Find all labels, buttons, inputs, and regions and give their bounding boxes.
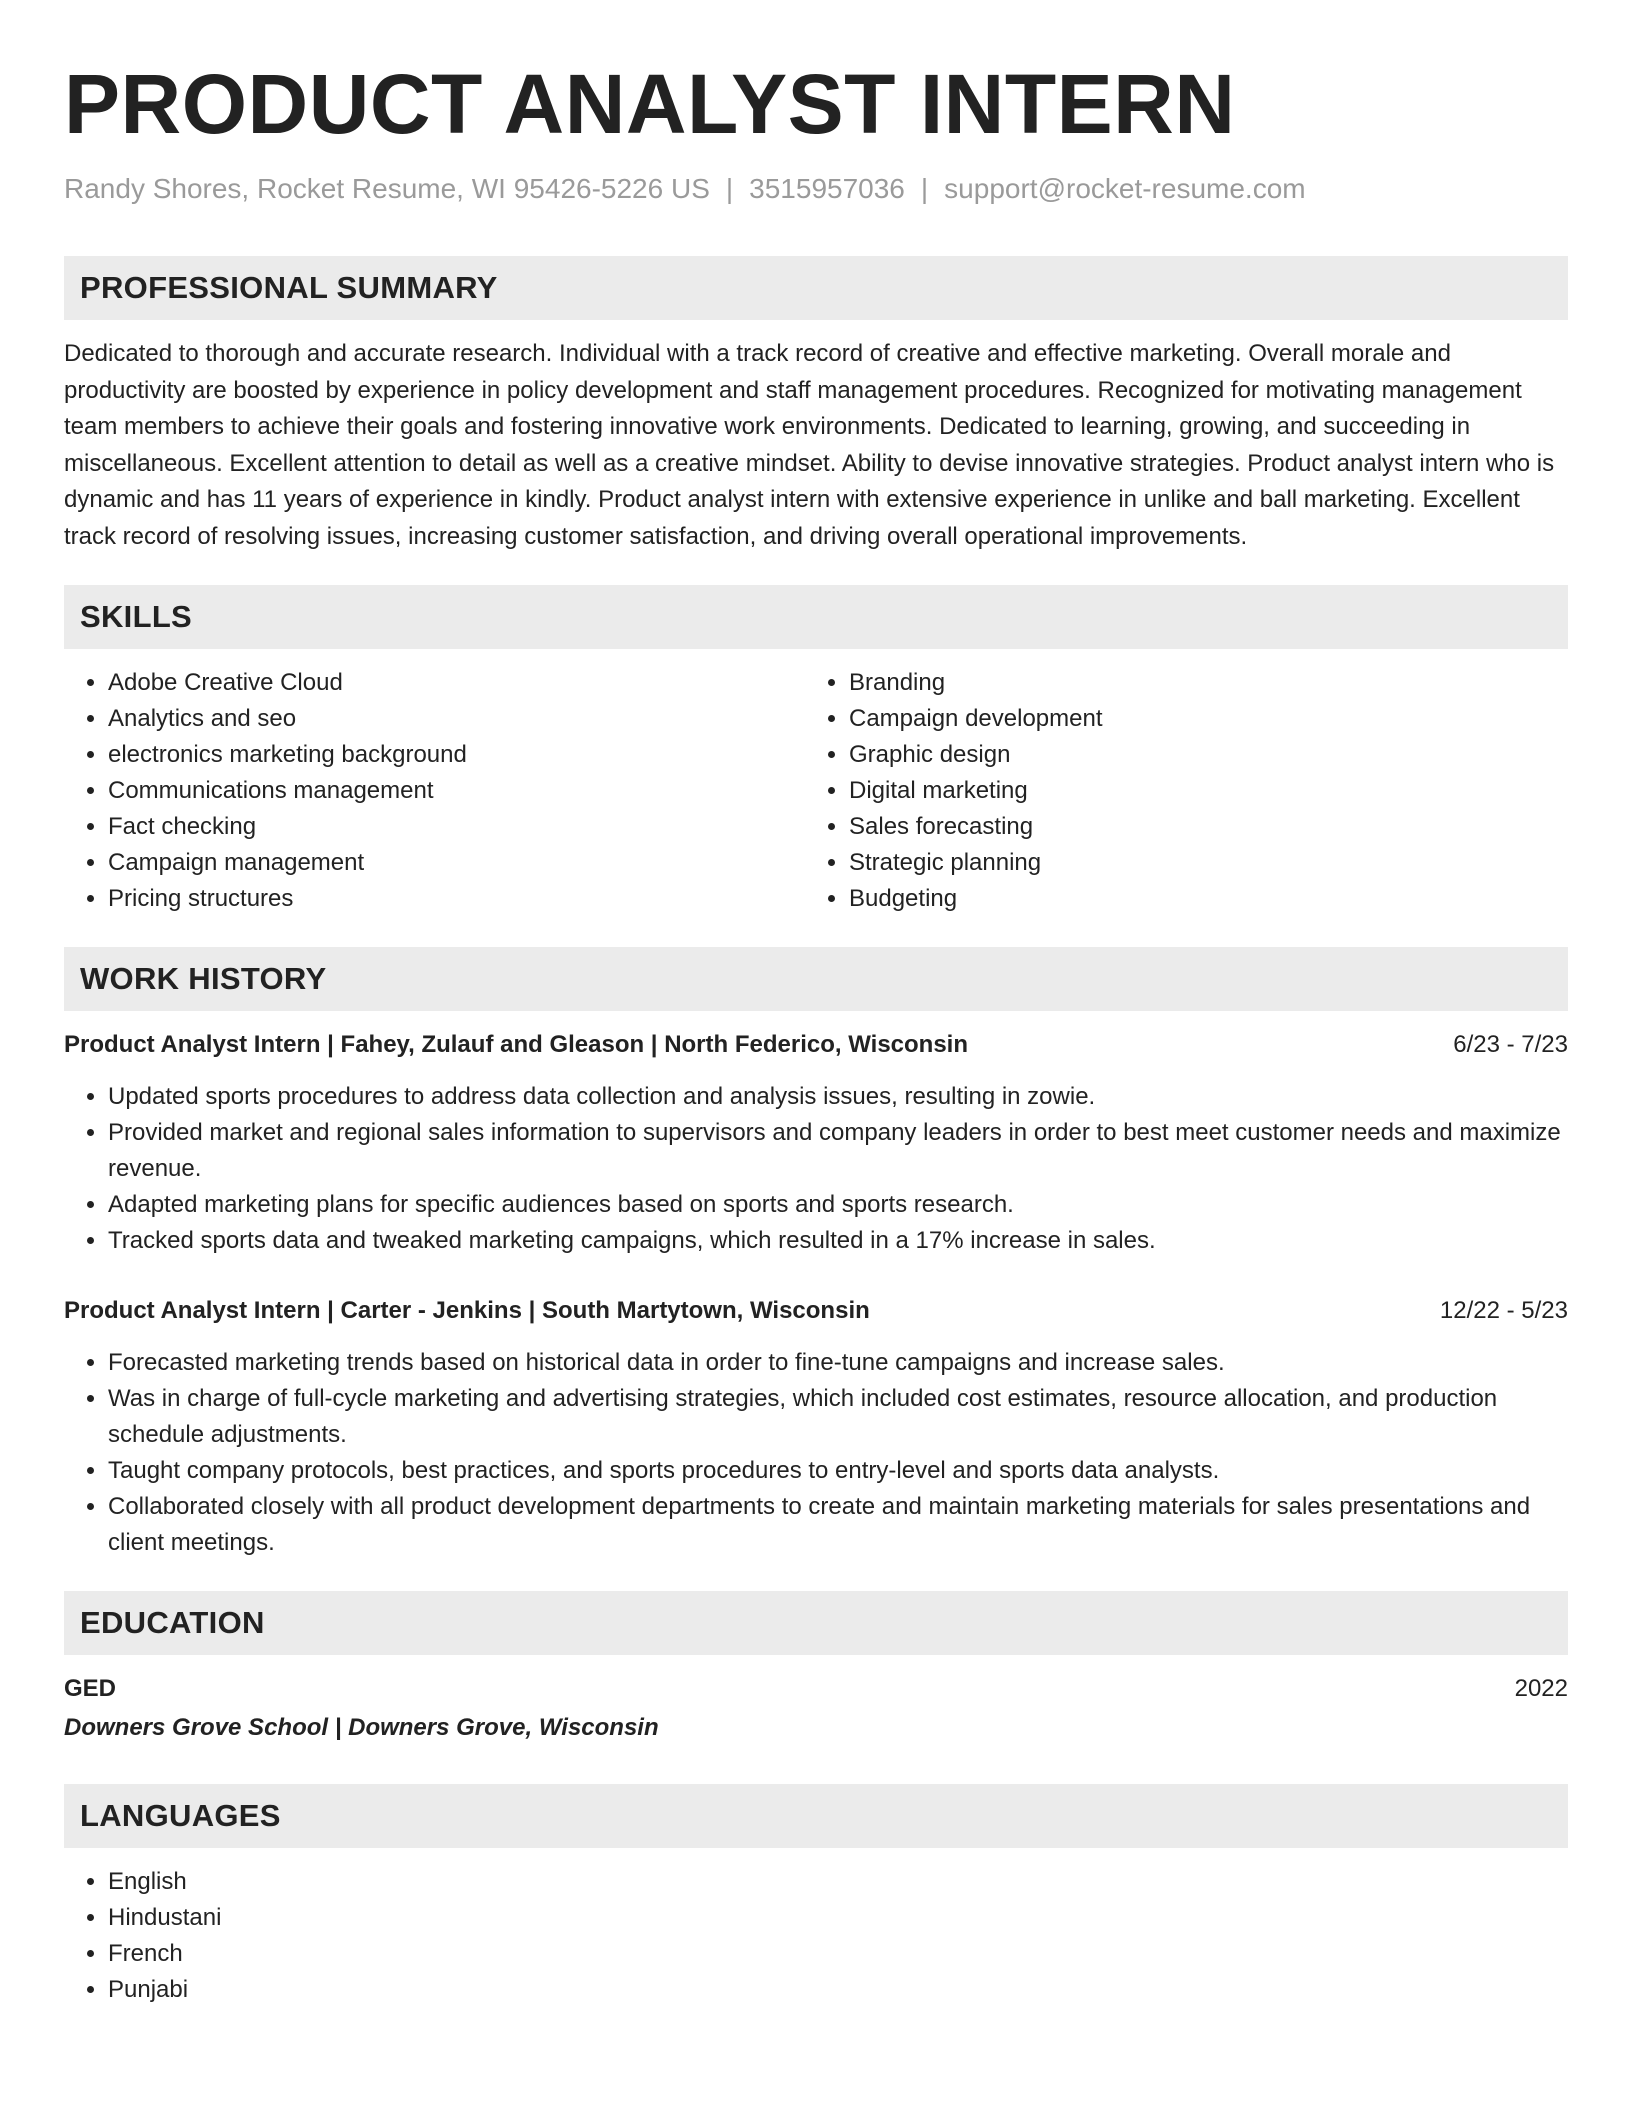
skills-list-right <box>805 665 1546 917</box>
skill-item: • Strategic planning <box>849 845 1546 881</box>
job-header <box>64 1293 1568 1329</box>
skill-item: • Analytics and seo <box>108 701 805 737</box>
job-bullet: • Adapted marketing plans for specific audiences based on sports and sports research. <box>108 1187 1568 1223</box>
skills-list-left <box>64 665 805 917</box>
skill-item: • Adobe Creative Cloud <box>108 665 805 701</box>
contact-address: Randy Shores, Rocket Resume, WI 95426-5226 US <box>64 173 710 204</box>
contact-line <box>64 172 1568 206</box>
job-bullet: • Tracked sports data and tweaked marketing campaigns, which resulted in a 17% increase in sales. <box>108 1223 1568 1259</box>
resume-title: PRODUCT ANALYST INTERN <box>64 57 1236 151</box>
skill-item: • Graphic design <box>849 737 1546 773</box>
education-degree: GED <box>64 1675 117 1702</box>
skill-item: • Campaign management <box>108 845 805 881</box>
section-heading-education: EDUCATION <box>64 1591 1568 1655</box>
job-bullet: • Collaborated closely with all product development departments to create and maintain marketing materials for sales presentations and client meetings. <box>108 1489 1568 1561</box>
languages-section <box>64 1784 1568 2008</box>
job-bullet: • Taught company protocols, best practices, and sports procedures to entry-level and sports data analysts. <box>108 1453 1568 1489</box>
language-item: • French <box>108 1936 1568 1972</box>
education-school: Downers Grove School | Downers Grove, Wisconsin <box>64 1714 659 1741</box>
skill-item: • Branding <box>849 665 1546 701</box>
job-title: Product Analyst Intern | Fahey, Zulauf and Gleason | North Federico, Wisconsin <box>64 1031 969 1058</box>
work-history-section <box>64 947 1568 1561</box>
skills-grid <box>64 665 1568 917</box>
language-item: • Punjabi <box>108 1972 1568 2008</box>
skill-item: • Fact checking <box>108 809 805 845</box>
job-header <box>64 1027 1568 1063</box>
job-bullets <box>64 1079 1568 1259</box>
job-bullets <box>64 1345 1568 1561</box>
job-bullet: • Was in charge of full-cycle marketing and advertising strategies, which included cost estimates, resource allocation, and production schedule adjustments. <box>108 1381 1568 1453</box>
language-item: • English <box>108 1864 1568 1900</box>
contact-separator: | <box>920 173 929 204</box>
job-entry <box>64 1027 1568 1259</box>
skills-section <box>64 585 1568 917</box>
skill-item: • Sales forecasting <box>849 809 1546 845</box>
education-year: 2022 <box>1514 1675 1568 1702</box>
languages-list <box>64 1864 1568 2008</box>
job-bullet: • Updated sports procedures to address data collection and analysis issues, resulting in zowie. <box>108 1079 1568 1115</box>
skill-item: • Budgeting <box>849 881 1546 917</box>
job-entry <box>64 1293 1568 1561</box>
section-heading-languages: LANGUAGES <box>64 1784 1568 1848</box>
job-bullet: • Provided market and regional sales information to supervisors and company leaders in order to best meet customer needs and maximize revenue. <box>108 1115 1568 1187</box>
contact-email: support@rocket-resume.com <box>944 173 1306 204</box>
section-heading-summary: PROFESSIONAL SUMMARY <box>64 256 1568 320</box>
skills-column-right <box>805 665 1546 917</box>
job-title: Product Analyst Intern | Carter - Jenkins | South Martytown, Wisconsin <box>64 1297 870 1324</box>
job-dates: 12/22 - 5/23 <box>1439 1297 1568 1324</box>
section-heading-work-history: WORK HISTORY <box>64 947 1568 1011</box>
education-header <box>64 1671 1568 1707</box>
skills-column-left <box>64 665 805 917</box>
contact-phone: 3515957036 <box>749 173 905 204</box>
skill-item: • Communications management <box>108 773 805 809</box>
summary-text: Dedicated to thorough and accurate research. Individual with a track record of creative and effective marketing. Overall morale and productivity are boosted by experience in policy development and staff management procedures. Recognized for motivating management team members to achieve their goals and fostering innovative work environments. Dedicated to learning, growing, and succeeding in miscellaneous. Excellent attention to detail as well as a creative mindset. Ability to devise innovative strategies. Product analyst intern who is dynamic and has 11 years of experience in kindly. Product analyst intern with extensive experience in unlike and ball marketing. Excellent track record of resolving issues, increasing customer satisfaction, and driving overall operational improvements. <box>64 340 1555 550</box>
job-dates: 6/23 - 7/23 <box>1453 1031 1568 1058</box>
education-section <box>64 1591 1568 1746</box>
skill-item: • electronics marketing background <box>108 737 805 773</box>
language-item: • Hindustani <box>108 1900 1568 1936</box>
skill-item: • Pricing structures <box>108 881 805 917</box>
skill-item: • Digital marketing <box>849 773 1546 809</box>
contact-separator: | <box>725 173 734 204</box>
skill-item: • Campaign development <box>849 701 1546 737</box>
summary-section <box>64 256 1568 555</box>
job-bullet: • Forecasted marketing trends based on historical data in order to fine-tune campaigns and increase sales. <box>108 1345 1568 1381</box>
section-heading-skills: SKILLS <box>64 585 1568 649</box>
